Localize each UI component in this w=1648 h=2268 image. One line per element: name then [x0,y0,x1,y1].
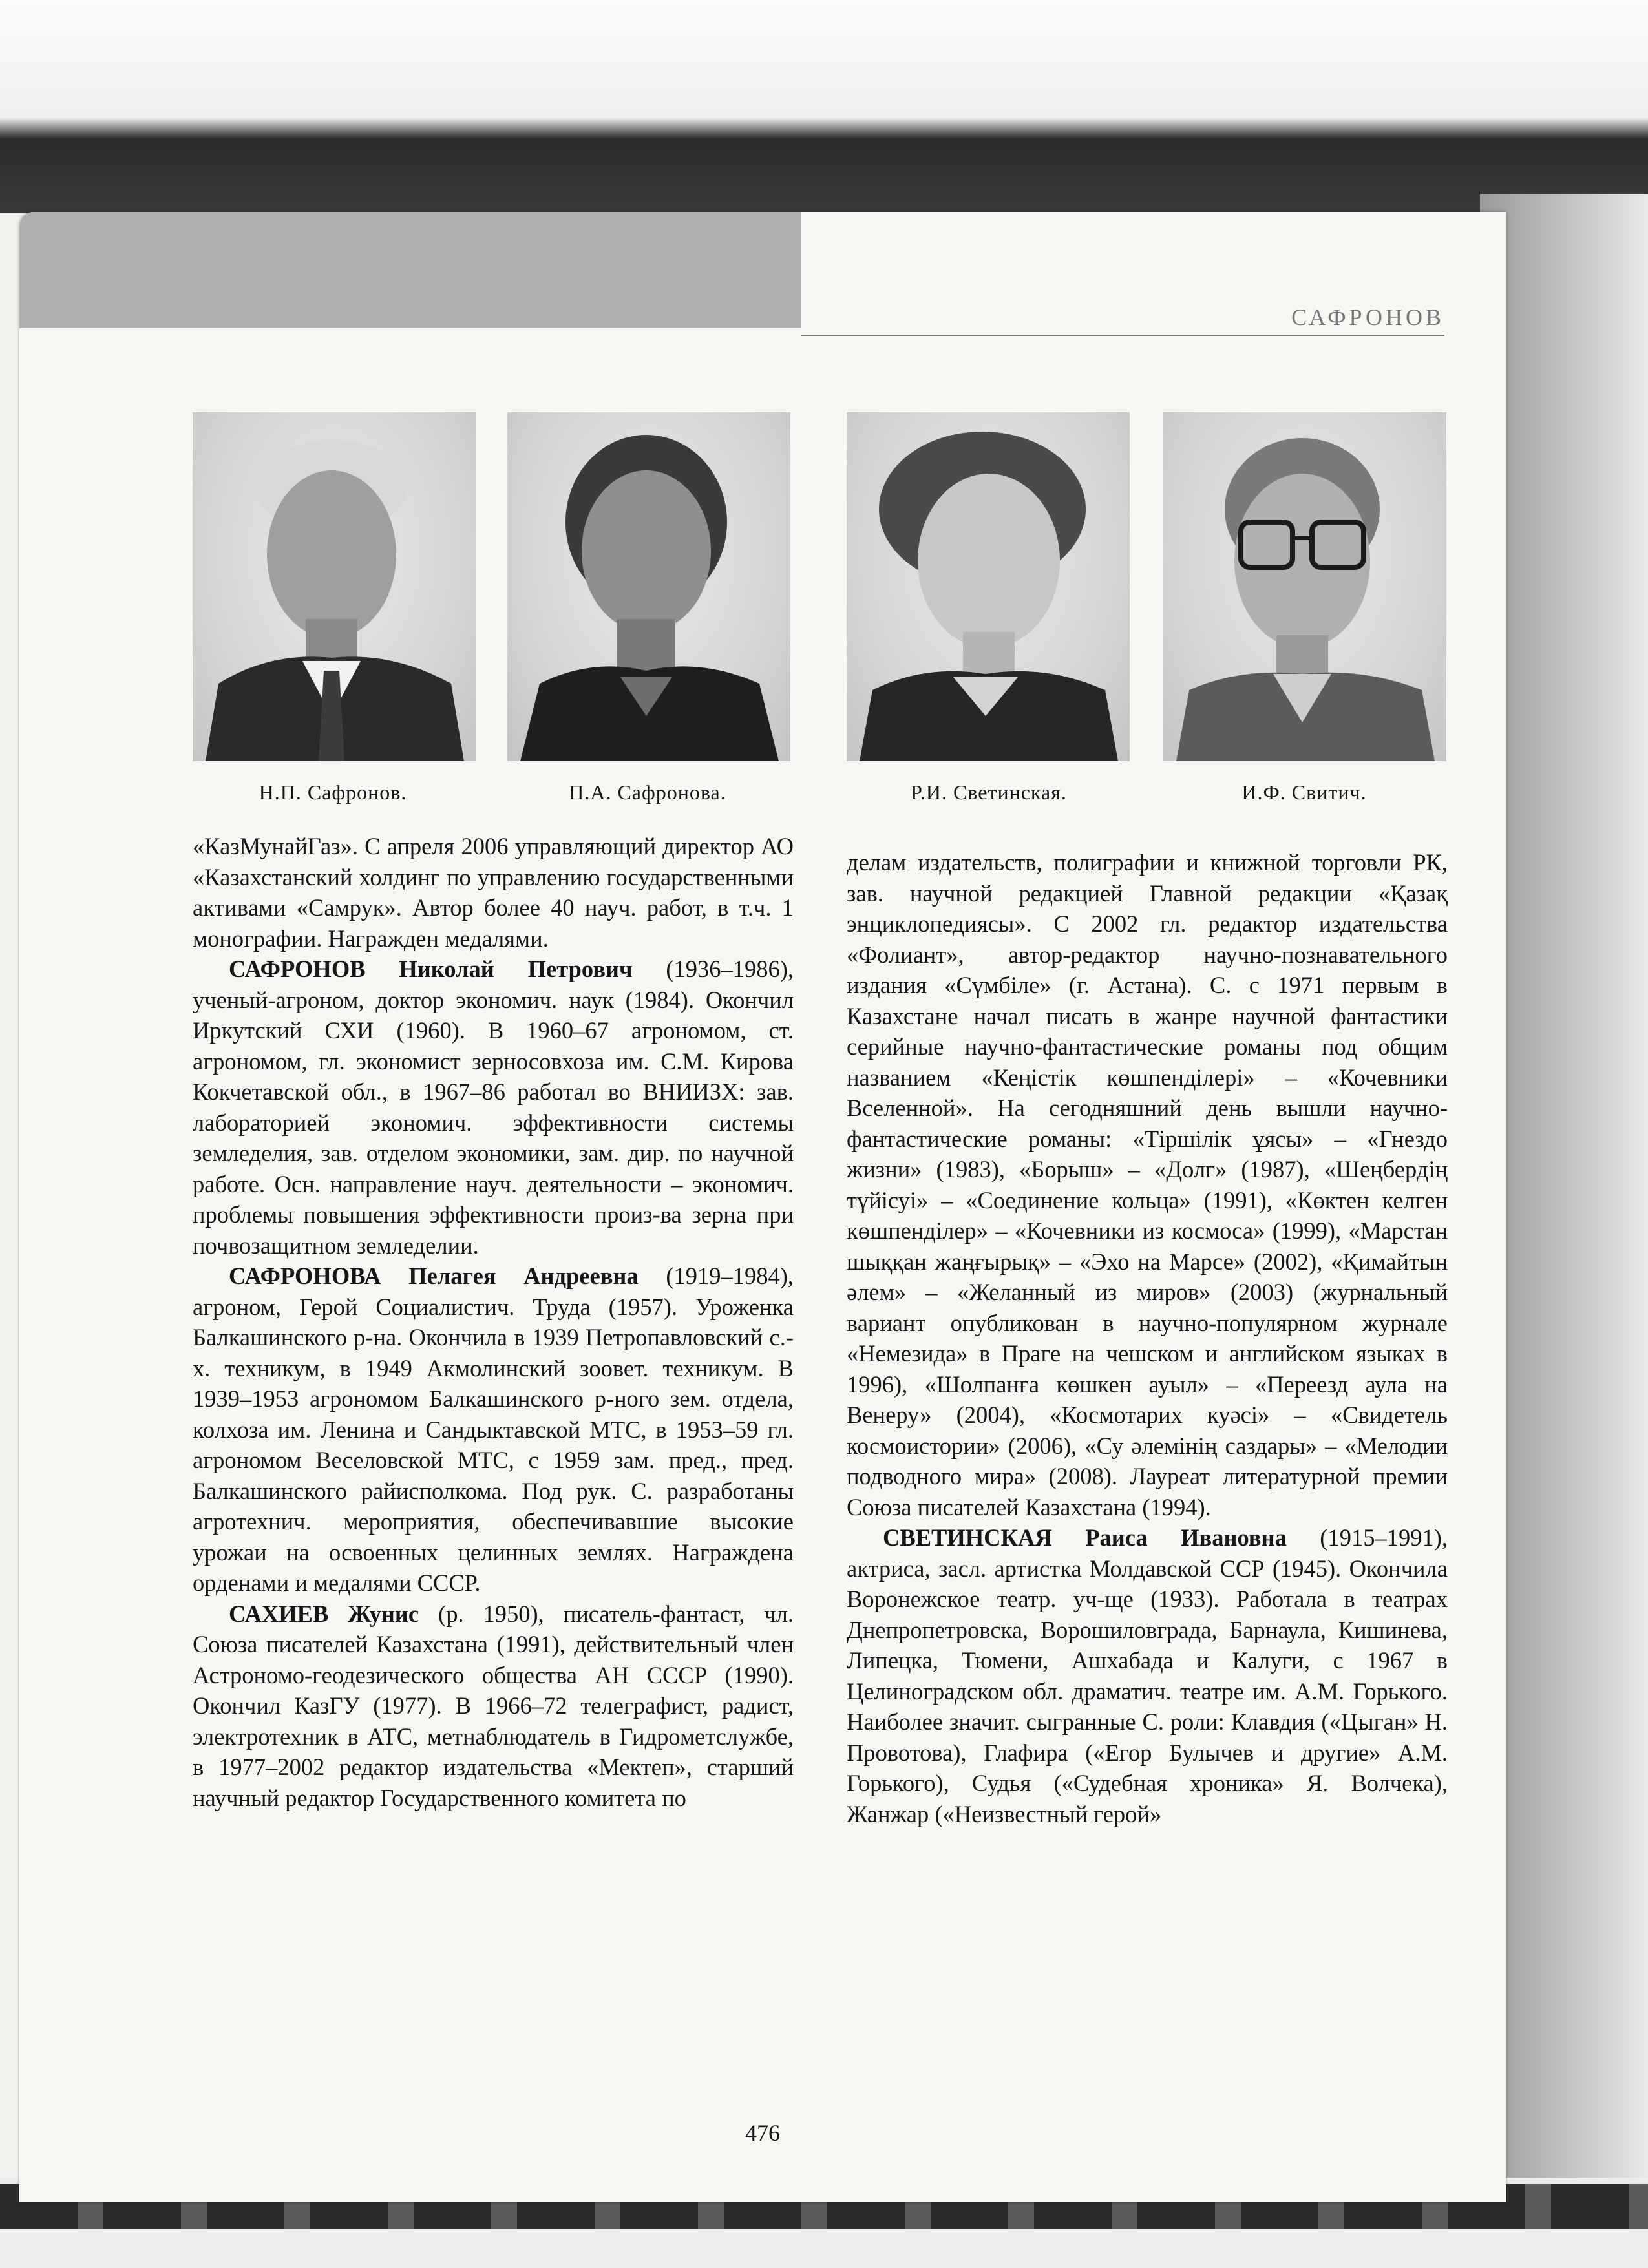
left-text-column [193,831,794,1813]
book-page [19,212,1506,2202]
portrait-photo-2 [507,412,790,761]
entry-safronova-pa [193,1261,794,1599]
entry-text: (р. 1950), писатель-фантаст, чл. Союза писателей Казахстана (1991), действительный член Астрономо-геодезического общества АН СССР (1990). Окончил КазГУ (1977). В 1966–72 телеграфист, радист, электротехник в АТС, метнаблюдатель в Гидрометслужбе, в 1977–2002 редактор издательства «Мектеп», старший научный редактор Государственного комитета по [193,1600,794,1811]
right-continuation-paragraph: делам издательств, полиграфии и книжной торговли РК, зав. научной редакцией Главной редакции «Қазақ энциклопедиясы». С 2002 гл. редактор издательства «Фолиант», автор-редактор научно-познавательного издания «Сүмбіле» (г. Астана). С. с 1971 первым в Казахстане начал писать в жанре научной фантастики серийные научно-фантастические романы под общим названием «Кеңістік көшпенділері» – «Кочевники Вселенной». На сегодняшний день вышли научно-фантастические романы: «Тіршілік ұясы» – «Гнездо жизни» (1983), «Борыш» – «Долг» (1987), «Шеңбердің түйісуі» – «Соединение кольца» (1991), «Көктен келген көшпенділер» – «Кочевники из космоса» (1999), «Марстан шыққан жаңғырық» – «Эхо на Марсе» (2002), «Қимайтын әлем» – «Желанный из миров» (2003) (журнальный вариант опубликован в научно-популярном журнале «Немезида» в Праге на чешском и английском языках в 1996), «Шолпанға көшкен ауыл» – «Переезд аула на Венеру» (2004), «Космотарих куәсі» – «Свидетель космоистории» (2006), «Су әлемінің саздары» – «Мелодии подводного мира» (2008). Лауреат литературной премии Союза писателей Казахстана (1994). [847,849,1448,1520]
portrait-man-glasses-image [1163,412,1446,761]
portrait-man-suit-image [193,412,476,761]
entry-name: СВЕТИНСКАЯ Раиса Ивановна [883,1524,1287,1551]
portrait-photo-4 [1163,412,1446,761]
entry-name: САФРОНОВА Пелагея Андреевна [229,1263,639,1289]
portrait-woman-dark-dress-image [507,412,790,761]
entry-text: (1936–1986), ученый-агроном, доктор экономич. наук (1984). Окончил Иркутский СХИ (1960). В 1960–67 агрономом, ст. агрономом, гл. экономист зерносовхоза им. С.М. Кирова Кокчетавской обл., в 1967–86 работал во ВНИИЗХ: зав. лабораторией экономич. эффективности системы земледелия, зав. отделом экономики, зам. дир. по научной работе. Осн. направление науч. деятельности – экономич. проблемы повышения эффективности произ-ва зерна при почвозащитном земледелии. [193,956,794,1259]
entry-safronov-np [193,954,794,1261]
left-continuation-paragraph: «КазМунайГаз». С апреля 2006 управляющий директор АО «Казахстанский холдинг по управлению государственными активами «Самрук». Автор более 40 науч. работ, в т.ч. 1 монографии. Награжден медалями. [193,833,794,952]
entry-name: САФРОНОВ Николай Петрович [229,956,633,982]
entry-svetinskaya-ri [847,1522,1448,1829]
running-head: САФРОНОВ [1291,304,1444,330]
entry-text: (1915–1991), актриса, засл. артистка Молдавской ССР (1945). Окончила Воронежское театр. уч-ще (1933). Работала в театрах Днепропетровска, Ворошиловграда, Барнаула, Кишинева, Липецка, Тюмени, Ашхабада и Калуги, с 1967 в Целиноградском обл. драматич. театре им. А.М. Горького. Наиболее значит. сыгранные С. роли: Клавдия («Цыган» Н. Провотова), Глафира («Егор Булычев и другие» А.М. Горького), Судья («Судебная хроника» Я. Волчека), Жанжар («Неизвестный герой» [847,1524,1448,1827]
portrait-photo-1 [193,412,476,761]
right-text-column [847,847,1448,1829]
scan-background-top [0,0,1648,213]
entry-sakhiev-zh [193,1599,794,1814]
page-number: 476 [745,2120,780,2146]
caption-1: Н.П. Сафронов. [259,781,407,804]
portrait-photo-3 [847,412,1130,761]
caption-2: П.А. Сафронова. [569,781,726,804]
portrait-woman-curly-hair-image [847,412,1130,761]
caption-4: И.Ф. Свитич. [1241,781,1367,804]
entry-text: (1919–1984), агроном, Герой Социалистич. Труда (1957). Уроженка Балкашинского р-на. Окончила в 1939 Петропавловский с.-х. техникум, в 1949 Акмолинский зоовет. техникум. В 1939–1953 агрономом Балкашинского р-ного зем. отдела, колхоза им. Ленина и Сандыктавской МТС, в 1953–59 гл. агрономом Веселовской МТС, с 1959 зам. пред., пред. Балкашинского райисполкома. Под рук. С. разработаны агротехнич. мероприятия, обеспечивавшие высокие урожаи на освоенных целинных землях. Награждена орденами и медалями СССР. [193,1263,794,1596]
header-band [19,212,801,328]
entry-name: САХИЕВ Жунис [229,1600,419,1627]
caption-3: Р.И. Светинская. [911,781,1067,804]
header-rule [801,335,1444,336]
